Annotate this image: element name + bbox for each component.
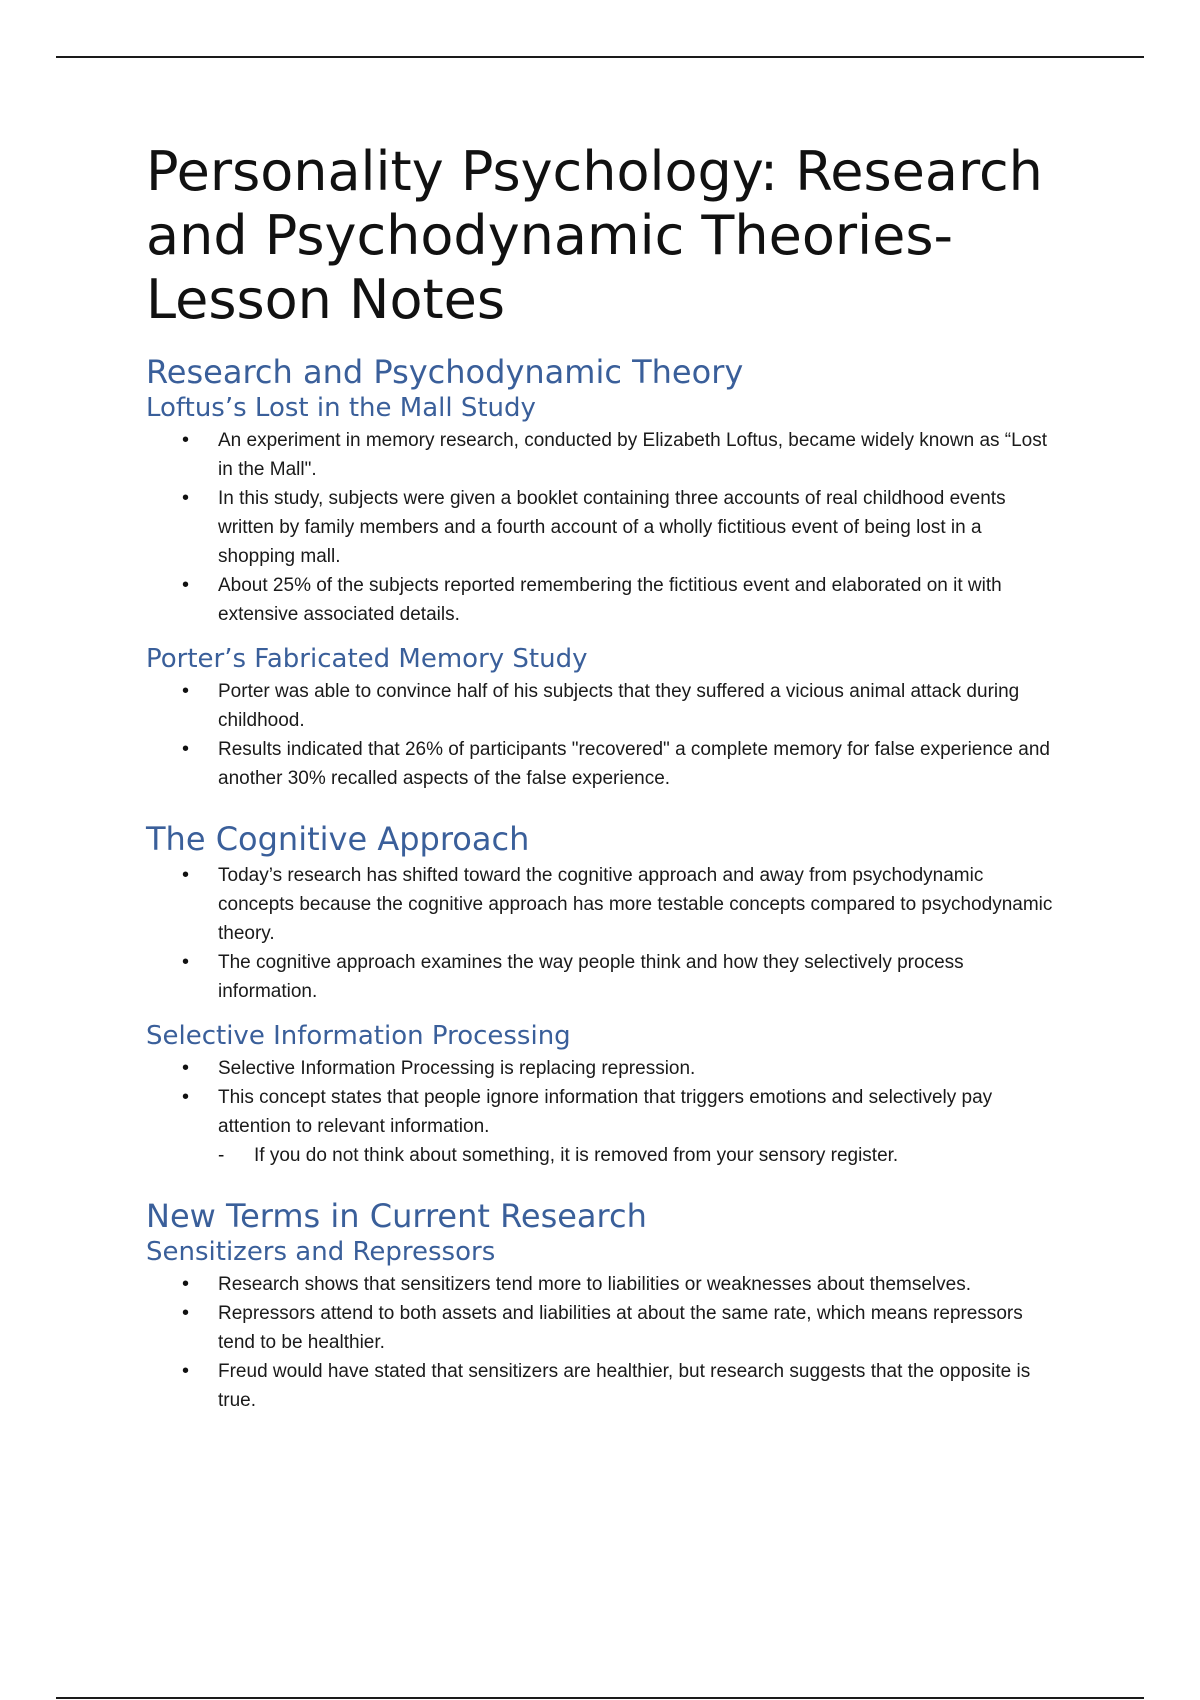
- sub-list-item: - If you do not think about something, it is removed from your sensory register.: [254, 1141, 1058, 1170]
- sensitizers-bullet-list: [146, 1270, 1058, 1415]
- list-item: • The cognitive approach examines the way people think and how they selectively process information.: [218, 948, 1058, 1006]
- sub-bullet-list: [218, 1141, 1058, 1170]
- loftus-bullet-list: [146, 426, 1058, 629]
- section-heading-cognitive: The Cognitive Approach: [146, 820, 530, 858]
- list-item: • Porter was able to convince half of his subjects that they suffered a vicious animal attack during childhood.: [218, 677, 1058, 735]
- list-item: • Freud would have stated that sensitizers are healthier, but research suggests that the opposite is true.: [218, 1357, 1058, 1415]
- list-item: • Repressors attend to both assets and liabilities at about the same rate, which means repressors tend to be healthier.: [218, 1299, 1058, 1357]
- section-heading-research: Research and Psychodynamic Theory: [146, 353, 744, 391]
- list-item: • About 25% of the subjects reported remembering the fictitious event and elaborated on it with extensive associated details.: [218, 571, 1058, 629]
- subsection-heading-loftus: Loftus’s Lost in the Mall Study: [146, 393, 536, 423]
- list-item: • In this study, subjects were given a booklet containing three accounts of real childhood events written by family members and a fourth account of a wholly fictitious event of being lost in a shopping mall.: [218, 484, 1058, 571]
- list-item: • An experiment in memory research, conducted by Elizabeth Loftus, became widely known as “Lost in the Mall".: [218, 426, 1058, 484]
- subsection-heading-sensitizers: Sensitizers and Repressors: [146, 1237, 496, 1267]
- list-item-text: This concept states that people ignore information that triggers emotions and selectively pay attention to relevant information.: [218, 1087, 993, 1137]
- document-title: Personality Psychology: Research and Psychodynamic Theories- Lesson Notes: [146, 140, 1043, 331]
- selective-bullet-list: [146, 1054, 1058, 1170]
- subsection-heading-porter: Porter’s Fabricated Memory Study: [146, 644, 588, 674]
- porter-bullet-list: [146, 677, 1058, 793]
- list-item: • Research shows that sensitizers tend more to liabilities or weaknesses about themselves.: [218, 1270, 1058, 1299]
- list-item: • Results indicated that 26% of participants "recovered" a complete memory for false experience and another 30% recalled aspects of the false experience.: [218, 735, 1058, 793]
- top-rule: [56, 56, 1144, 58]
- bottom-rule: [56, 1697, 1144, 1699]
- cognitive-bullet-list: [146, 861, 1058, 1006]
- section-heading-new-terms: New Terms in Current Research: [146, 1197, 647, 1235]
- list-item: [218, 1083, 1058, 1170]
- list-item: • Today’s research has shifted toward the cognitive approach and away from psychodynamic concepts because the cognitive approach has more testable concepts compared to psychodynamic theory.: [218, 861, 1058, 948]
- subsection-heading-selective: Selective Information Processing: [146, 1021, 571, 1051]
- document-page: [146, 140, 1086, 1415]
- list-item: • Selective Information Processing is replacing repression.: [218, 1054, 1058, 1083]
